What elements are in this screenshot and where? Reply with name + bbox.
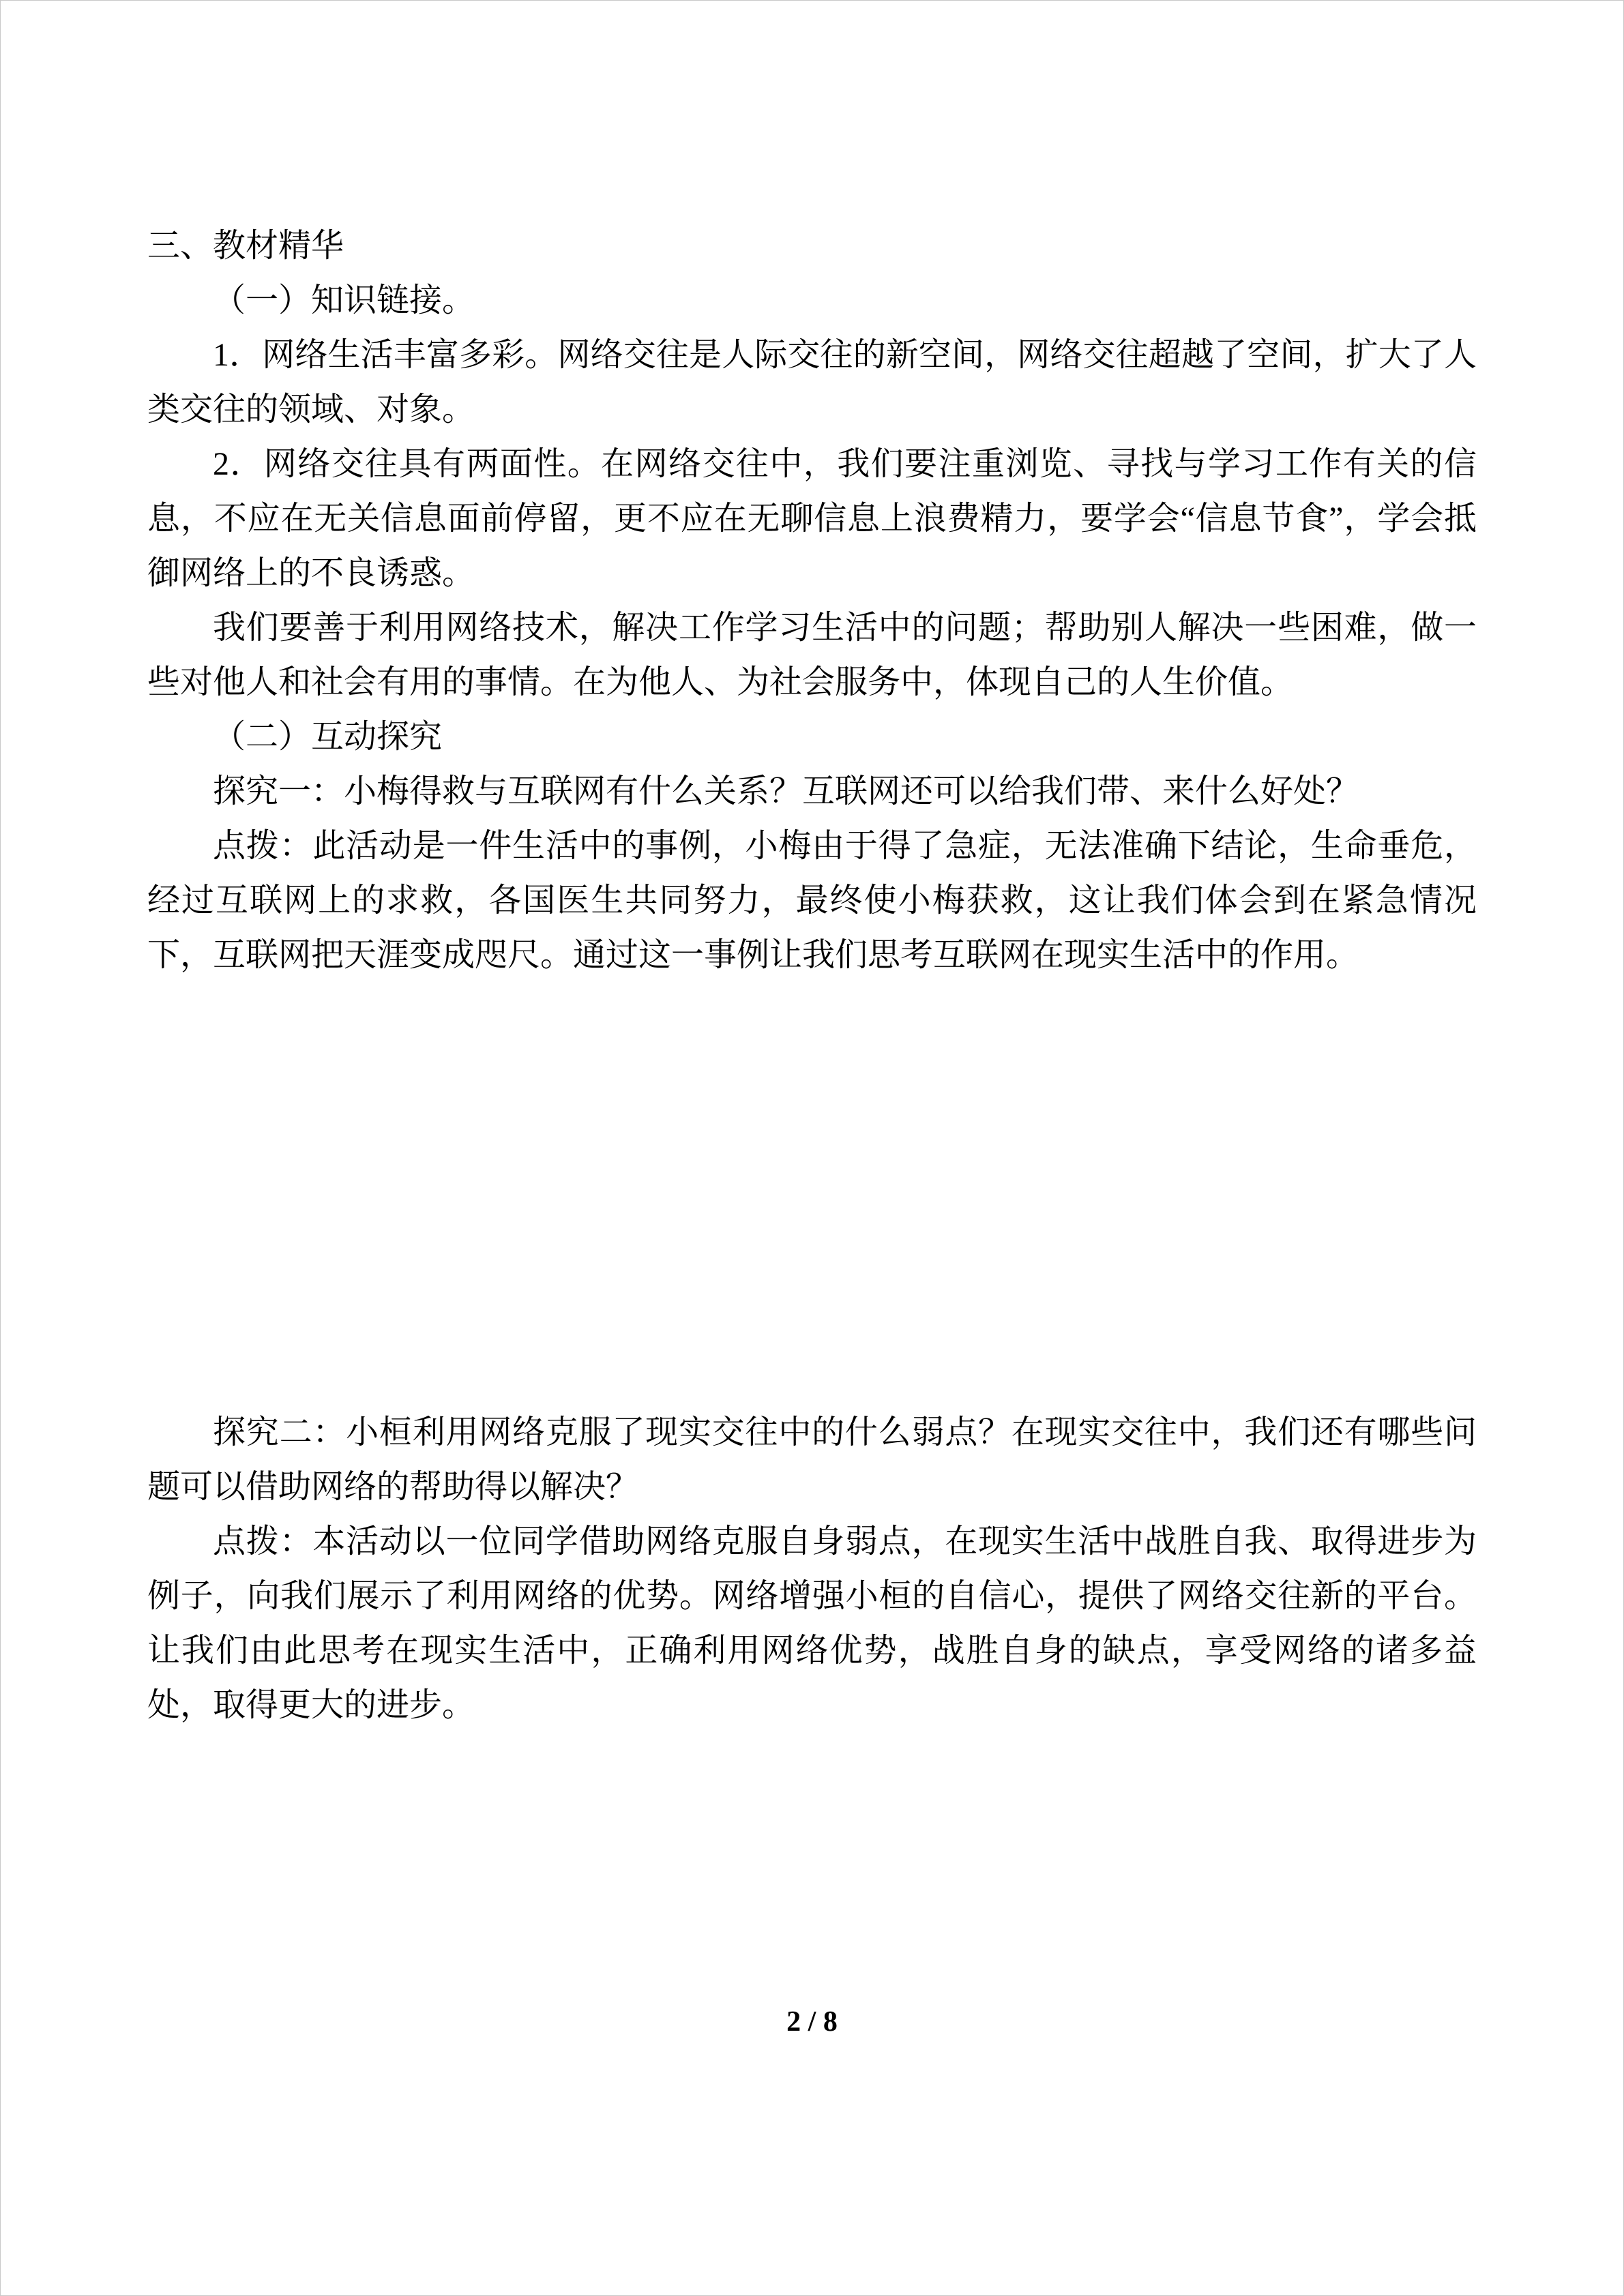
paragraph-use-network: 我们要善于利用网络技术，解决工作学习生活中的问题；帮助别人解决一些困难，做一些对他人和社会有用的事情。在为他人、为社会服务中，体现自己的人生价值。 [147,610,1477,700]
page-number: 2 / 8 [786,2006,838,2038]
paragraph-point-2: 2．网络交往具有两面性。在网络交往中，我们要注重浏览、寻找与学习工作有关的信息，不应在无关信息面前停留，更不应在无聊信息上浪费精力，要学会“信息节食”，学会抵御网络上的不良诱惑。 [147,446,1477,591]
subsection-heading-interactive-inquiry: （二）互动探究 [213,719,443,755]
document-content [147,219,1477,1733]
paragraph-inquiry-2-hint: 点拨：本活动以一位同学借助网络克服自身弱点，在现实生活中战胜自我、取得进步为例子，向我们展示了利用网络的优势。网络增强小桓的自信心，提供了网络交往新的平台。让我们由此思考在现实生活中，正确利用网络优势，战胜自身的缺点，享受网络的诸多益处，取得更大的进步。 [147,1523,1477,1723]
blank-space [147,983,1477,1405]
paragraph-point-1: 1．网络生活丰富多彩。网络交往是人际交往的新空间，网络交往超越了空间，扩大了人类交往的领域、对象。 [147,337,1477,428]
paragraph-inquiry-1-question: 探究一：小梅得救与互联网有什么关系？互联网还可以给我们带、来什么好处？ [213,773,1359,809]
paragraph-inquiry-2-question: 探究二：小桓利用网络克服了现实交往中的什么弱点？在现实交往中，我们还有哪些问题可以借助网络的帮助得以解决？ [147,1414,1477,1505]
section-heading: 三、教材精华 [147,228,344,264]
subsection-heading-knowledge-link: （一）知识链接。 [213,282,475,318]
paragraph-inquiry-1-hint: 点拨：此活动是一件生活中的事例，小梅由于得了急症，无法准确下结论，生命垂危，经过互联网上的求救，各国医生共同努力，最终使小梅获救，这让我们体会到在紧急情况下，互联网把天涯变成咫尺。通过这一事例让我们思考互联网在现实生活中的作用。 [147,828,1477,973]
